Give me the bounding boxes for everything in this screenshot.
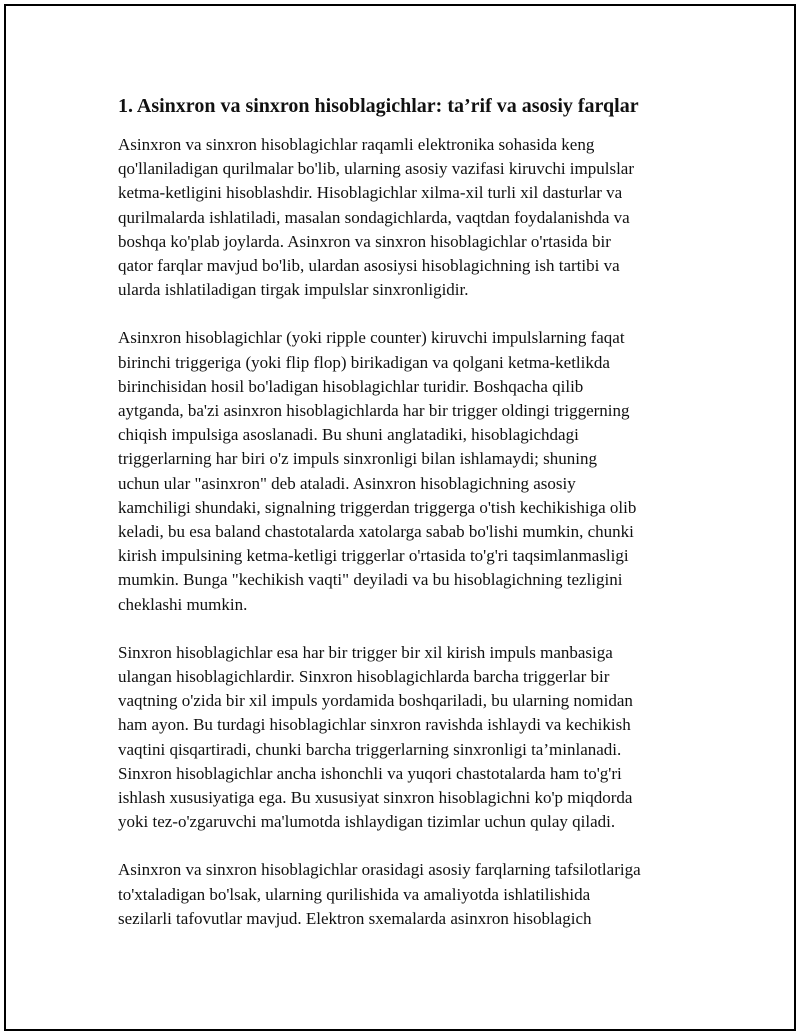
text-line: chiqish impulsiga asoslanadi. Bu shuni anglatadiki, hisoblagichdagi <box>118 425 579 445</box>
paragraph <box>118 326 708 616</box>
text-line: ulangan hisoblagichlardir. Sinxron hisoblagichlarda barcha triggerlar bir <box>118 667 610 687</box>
text-line: mumkin. Bunga "kechikish vaqti" deyiladi va bu hisoblagichning tezligini <box>118 570 623 590</box>
text-line: qurilmalarda ishlatiladi, masalan sondagichlarda, vaqtdan foydalanishda va <box>118 207 630 227</box>
text-line: to'xtaladigan bo'lsak, ularning qurilishida va amaliyotda ishlatilishida <box>118 884 591 904</box>
section-heading: 1. Asinxron va sinxron hisoblagichlar: ta’rif va asosiy farqlar <box>118 95 639 117</box>
paragraph <box>118 133 708 302</box>
text-line: birinchisidan hosil bo'ladigan hisoblagichlar turidir. Boshqacha qilib <box>118 376 584 396</box>
text-line: yoki tez-o'zgaruvchi ma'lumotda ishlaydigan tizimlar uchun qulay qiladi. <box>118 812 616 832</box>
paragraph-list <box>118 133 708 931</box>
text-line: ketma-ketligini hisoblashdir. Hisoblagichlar xilma-xil turli xil dasturlar va <box>118 183 623 203</box>
paragraph <box>118 641 708 835</box>
text-line: qator farqlar mavjud bo'lib, ulardan asosiysi hisoblagichning ish tartibi va <box>118 256 620 276</box>
text-line: Sinxron hisoblagichlar ancha ishonchli va yuqori chastotalarda ham to'g'ri <box>118 763 622 783</box>
text-line: Asinxron va sinxron hisoblagichlar raqamli elektronika sohasida keng <box>118 135 595 154</box>
text-line: aytganda, ba'zi asinxron hisoblagichlarda har bir trigger oldingi triggerning <box>118 401 630 421</box>
text-line: Sinxron hisoblagichlar esa har bir trigger bir xil kirish impuls manbasiga <box>118 642 613 662</box>
text-line: Asinxron hisoblagichlar (yoki ripple counter) kiruvchi impulslarning faqat <box>118 328 625 348</box>
text-line: kamchiligi shundaki, signalning triggerdan triggerga o'tish kechikishiga olib <box>118 497 637 517</box>
text-line: vaqtini qisqartiradi, chunki barcha triggerlarning sinxronligi ta’minlanadi. <box>118 739 622 759</box>
text-line: keladi, bu esa baland chastotalarda xatolarga sabab bo'lishi mumkin, chunki <box>118 522 634 542</box>
text-line: sezilarli tafovutlar mavjud. Elektron sxemalarda asinxron hisoblagich <box>118 908 592 928</box>
text-line: Asinxron va sinxron hisoblagichlar orasidagi asosiy farqlarning tafsilotlariga <box>118 860 641 880</box>
text-line: ham ayon. Bu turdagi hisoblagichlar sinxron ravishda ishlaydi va kechikish <box>118 715 631 735</box>
text-line: vaqtning o'zida bir xil impuls yordamida boshqariladi, bu ularning nomidan <box>118 691 633 711</box>
text-line: cheklashi mumkin. <box>118 594 248 614</box>
text-line: triggerlarning har biri o'z impuls sinxronligi bilan ishlamaydi; shuning <box>118 449 597 469</box>
text-line: qo'llaniladigan qurilmalar bo'lib, ularning asosiy vazifasi kiruvchi impulslar <box>118 159 635 179</box>
text-line: kirish impulsining ketma-ketligi triggerlar o'rtasida to'g'ri taqsimlanmasligi <box>118 546 629 566</box>
text-line: birinchi triggeriga (yoki flip flop) birikadigan va qolgani ketma-ketlikda <box>118 352 610 372</box>
document-body <box>118 92 708 955</box>
text-line: boshqa ko'plab joylarda. Asinxron va sinxron hisoblagichlar o'rtasida bir <box>118 231 611 251</box>
paragraph <box>118 858 708 931</box>
text-line: ularda ishlatiladigan tirgak impulslar sinxronligidir. <box>118 280 469 300</box>
text-line: uchun ular "asinxron" deb ataladi. Asinxron hisoblagichning asosiy <box>118 473 576 493</box>
text-line: ishlash xususiyatiga ega. Bu xususiyat sinxron hisoblagichni ko'p miqdorda <box>118 788 633 808</box>
